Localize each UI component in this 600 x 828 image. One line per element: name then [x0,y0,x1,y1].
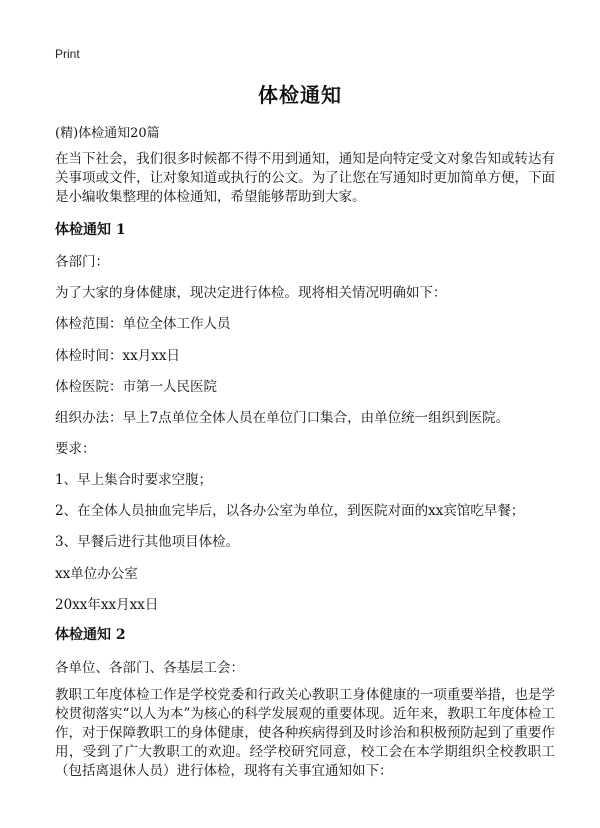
notice-1-line: 3、早餐后进行其他项目体检。 [55,534,240,550]
print-link[interactable]: Print [55,47,80,61]
notice-2-greeting: 各单位、各部门、各基层工会： [55,660,244,676]
notice-1-greeting: 各部门： [55,254,109,270]
notice-1-line: 2、在全体人员抽血完毕后，以各办公室为单位，到医院对面的xx宾馆吃早餐； [55,503,525,519]
notice-1-line: 1、早上集合时要求空腹； [55,472,213,488]
notice-2-heading: 体检通知 2 [55,627,126,643]
notice-1-line: 体检时间：xx月xx日 [55,348,180,364]
notice-1-line: 为了大家的身体健康，现决定进行体检。现将相关情况明确如下： [55,285,447,301]
notice-2-body: 教职工年度体检工作是学校党委和行政关心教职工身体健康的一项重要举措，也是学校贯彻落实“以人为本”为核心的科学发展观的重要体现。近年来，教职工年度体检工作，对于保障教职工的身体健康，使各种疾病得到及时诊治和积极预防起到了重要作用，受到了广大教职工的欢迎。经学校研究同意，校工会在本学期组织全校教职工（包括离退休人员）进行体检，现将有关事宜通知如下： [55,687,555,779]
notice-1-date: 20xx年xx月xx日 [55,597,159,613]
notice-1-line: 组织办法：早上7点单位全体人员在单位门口集合，由单位统一组织到医院。 [55,410,510,426]
document-subtitle: (精)体检通知20篇 [55,126,160,141]
notice-1-line: 体检医院：市第一人民医院 [55,379,217,395]
intro-paragraph: 在当下社会，我们很多时候都不得不用到通知，通知是向特定受文对象告知或转达有关事项或文件，让对象知道或执行的公文。为了让您在写通知时更加简单方便，下面是小编收集整理的体检通知，希望能够帮助到大家。 [55,151,555,205]
notice-1-line: 要求： [55,441,96,457]
page-title: 体检通知 [258,83,342,107]
notice-1-heading: 体检通知 1 [55,222,126,238]
notice-1-line: 体检范围：单位全体工作人员 [55,316,231,332]
notice-1-signature: xx单位办公室 [55,566,138,582]
